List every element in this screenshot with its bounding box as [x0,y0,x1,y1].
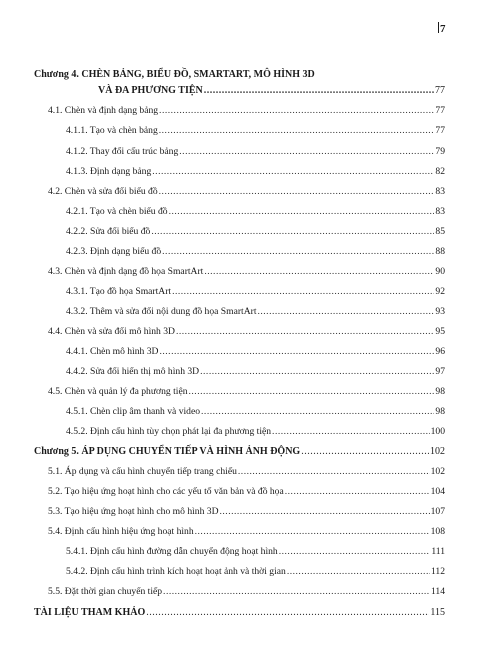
toc-entry: 5.1. Áp dụng và cấu hình chuyển tiếp trang chiếu ..... 102 [48,466,445,478]
toc-references: TÀI LIỆU THAM KHẢO ..... 115 [34,607,445,619]
page-number: 7 [440,23,446,35]
toc-chapter-4-subtitle: VÀ ĐA PHƯƠNG TIỆN ..... 77 [98,85,445,97]
toc-entry: 5.3. Tạo hiệu ứng hoạt hình cho mô hình 3D ..... 107 [48,506,445,518]
toc-entry: 4.3. Chèn và định dạng đồ họa SmartArt ..... 90 [48,266,445,278]
toc-entry: 4.5.1. Chèn clip âm thanh và video ..... 98 [66,406,445,418]
toc-entry: 4.4. Chèn và sửa đổi mô hình 3D ..... 95 [48,326,445,338]
toc-entry: 4.2.3. Định dạng biểu đồ ..... 88 [66,246,445,258]
toc-entry: 5.5. Đặt thời gian chuyển tiếp ..... 114 [48,586,445,598]
toc-chapter-5: Chương 5. ÁP DỤNG CHUYỂN TIẾP VÀ HÌNH ẢNH ĐỘNG ..... 102 [34,446,445,458]
toc-entry: 5.4.2. Định cấu hình trình kích hoạt hoạt ảnh và thời gian ..... 112 [66,566,445,578]
toc-entry: 4.4.2. Sửa đổi hiển thị mô hình 3D ..... 97 [66,366,445,378]
toc-entry: 5.2. Tạo hiệu ứng hoạt hình cho các yếu tố văn bản và đồ họa ..... 104 [48,486,445,498]
toc-entry: 4.3.2. Thêm và sửa đổi nội dung đồ họa SmartArt ..... 93 [66,306,445,318]
toc-entry: 4.2.1. Tạo và chèn biểu đồ ..... 83 [66,206,445,218]
toc-entry: 5.4. Định cấu hình hiệu ứng hoạt hình ..... 108 [48,526,445,538]
toc-entry: 4.4.1. Chèn mô hình 3D ..... 96 [66,346,445,358]
toc-entry: 5.4.1. Định cấu hình đường dẫn chuyển động hoạt hình ..... 111 [66,546,445,558]
toc-entry: 4.5. Chèn và quản lý đa phương tiện ..... 98 [48,386,445,398]
toc-entry: 4.1. Chèn và định dạng bảng ..... 77 [48,105,445,117]
toc-entry: 4.1.3. Định dạng bảng ..... 82 [66,166,445,178]
toc-entry: 4.3.1. Tạo đồ họa SmartArt ..... 92 [66,286,445,298]
toc-entry: 4.5.2. Định cấu hình tùy chọn phát lại đa phương tiện ..... 100 [66,426,445,438]
toc-entry: 4.2. Chèn và sửa đổi biểu đồ ..... 83 [48,186,445,198]
toc-entry: 4.1.1. Tạo và chèn bảng ..... 77 [66,125,445,137]
toc-entry: 4.2.2. Sửa đổi biểu đồ ..... 85 [66,226,445,238]
toc-entry: 4.1.2. Thay đổi cấu trúc bảng ..... 79 [66,146,445,158]
